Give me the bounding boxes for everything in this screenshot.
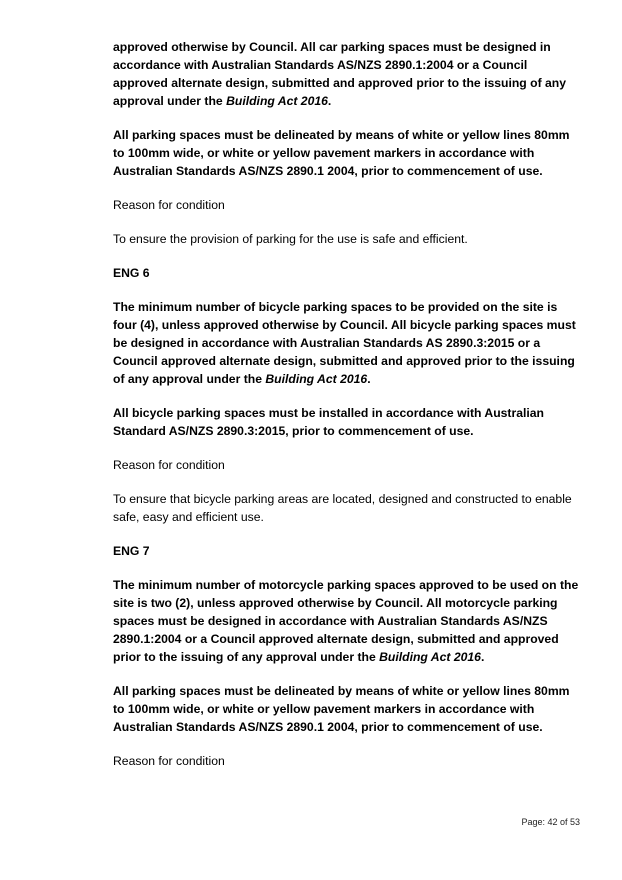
reason-heading: Reason for condition (113, 754, 225, 768)
condition-paragraph (113, 576, 583, 666)
condition-paragraph: All bicycle parking spaces must be installed in accordance with Australian Standard AS/NZS 2890.3:2015, prior to commencement of use. (113, 406, 544, 438)
reason-text: To ensure the provision of parking for the use is safe and efficient. (113, 232, 468, 246)
reason-heading: Reason for condition (113, 198, 225, 212)
act-title: Building Act 2016 (226, 94, 328, 108)
condition-paragraph: All parking spaces must be delineated by means of white or yellow lines 80mm to 100mm wide, or white or yellow pavement markers in accordance with Australian Standards AS/NZS 2890.1 2004, prior to commencement of use. (113, 128, 570, 178)
paragraph-text: approved otherwise by Council. All car parking spaces must be designed in accordance with Australian Standards AS/NZS 2890.1:2004 or a Council approved alternate design, submitted and approved prior to the issuing of any approval under the (113, 40, 567, 108)
page-number: Page: 42 of 53 (521, 817, 580, 827)
paragraph-end: . (367, 372, 371, 386)
paragraph-end: . (327, 94, 332, 108)
act-title: Building Act 2016 (379, 650, 481, 664)
document-body (113, 38, 583, 770)
reason-text: To ensure that bicycle parking areas are located, designed and constructed to enable safe, easy and efficient use. (113, 492, 572, 524)
paragraph-text: The minimum number of motorcycle parking spaces approved to be used on the site is two (2), unless approved otherwise by Council. All motorcycle parking spaces must be designed in accordance with Australian Standards AS/NZS 2890.1:2004 or a Council approved alternate design, submitted and approved prior to the issuing of any approval under the (113, 578, 579, 664)
condition-heading-eng7: ENG 7 (113, 544, 150, 558)
act-title: Building Act 2016 (265, 372, 368, 386)
reason-heading: Reason for condition (113, 458, 225, 472)
paragraph-text: The minimum number of bicycle parking spaces to be provided on the site is four (4), unless approved otherwise by Council. All bicycle parking spaces must be designed in accordance with Australian Standards AS 2890.3:2015 or a Council approved alternate design, submitted and approved prior to the issuing of any approval under the (113, 300, 576, 386)
condition-paragraph (113, 298, 583, 388)
condition-paragraph (113, 38, 583, 110)
condition-paragraph: All parking spaces must be delineated by means of white or yellow lines 80mm to 100mm wide, or white or yellow pavement markers in accordance with Australian Standards AS/NZS 2890.1 2004, prior to commencement of use. (113, 684, 570, 734)
condition-heading-eng6: ENG 6 (113, 266, 150, 280)
paragraph-end: . (480, 650, 485, 664)
